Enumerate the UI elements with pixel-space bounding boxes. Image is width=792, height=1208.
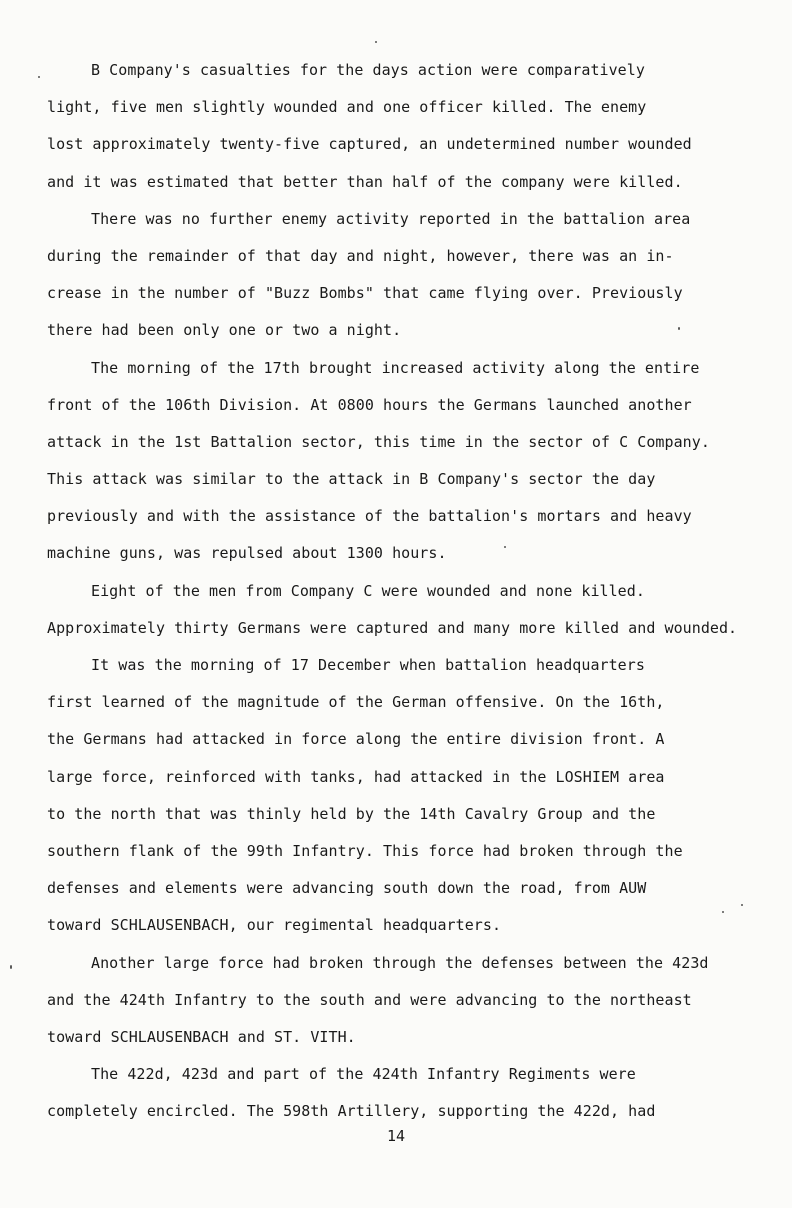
text-line: Approximately thirty Germans were captured and many more killed and wounded. — [47, 618, 738, 637]
text-line: machine guns, was repulsed about 1300 hours. — [47, 544, 447, 563]
text-line: toward SCHLAUSENBACH and ST. VITH. — [47, 1027, 356, 1046]
text-line: Another large force had broken through the defenses between the 423d — [91, 953, 709, 972]
text-line: during the remainder of that day and night, however, there was an in- — [47, 246, 674, 265]
text-line: attack in the 1st Battalion sector, this time in the sector of C Company. — [47, 432, 710, 451]
text-line: There was no further enemy activity reported in the battalion area — [91, 209, 691, 228]
text-line: The morning of the 17th brought increased activity along the entire — [91, 358, 700, 377]
text-line: front of the 106th Division. At 0800 hours the Germans launched another — [47, 395, 692, 414]
scan-speck — [678, 327, 680, 330]
text-line: completely encircled. The 598th Artillery, supporting the 422d, had — [47, 1102, 656, 1121]
text-line: and the 424th Infantry to the south and were advancing to the northeast — [47, 990, 692, 1009]
text-line: first learned of the magnitude of the German offensive. On the 16th, — [47, 693, 665, 712]
scan-speck — [10, 965, 12, 969]
text-line: to the north that was thinly held by the 14th Cavalry Group and the — [47, 804, 656, 823]
page-number: 14 — [386, 1127, 406, 1145]
text-line: and it was estimated that better than half of the company were killed. — [47, 172, 683, 191]
text-line: there had been only one or two a night. — [47, 321, 402, 340]
scan-speck — [375, 41, 377, 43]
body-text — [47, 52, 762, 1130]
scan-speck — [741, 904, 743, 906]
text-line: lost approximately twenty-five captured, an undetermined number wounded — [47, 135, 692, 154]
scan-speck — [504, 546, 506, 548]
text-line: southern flank of the 99th Infantry. This force had broken through the — [47, 841, 683, 860]
scan-speck — [722, 911, 724, 913]
text-line: B Company's casualties for the days action were comparatively — [91, 61, 645, 79]
text-line: The 422d, 423d and part of the 424th Infantry Regiments were — [91, 1065, 636, 1084]
text-line: Eight of the men from Company C were wounded and none killed. — [91, 581, 645, 600]
text-line: previously and with the assistance of the battalion's mortars and heavy — [47, 507, 692, 526]
text-line: the Germans had attacked in force along the entire division front. A — [47, 730, 665, 749]
text-line: It was the morning of 17 December when battalion headquarters — [91, 656, 645, 674]
text-line: large force, reinforced with tanks, had attacked in the LOSHIEM area — [47, 767, 665, 786]
text-line: This attack was similar to the attack in B Company's sector the day — [47, 470, 656, 489]
scan-speck — [38, 76, 40, 78]
text-line: light, five men slightly wounded and one officer killed. The enemy — [47, 98, 647, 117]
text-line: toward SCHLAUSENBACH, our regimental headquarters. — [47, 916, 502, 935]
text-line: defenses and elements were advancing south down the road, from AUW — [47, 879, 647, 898]
text-line: crease in the number of "Buzz Bombs" that came flying over. Previously — [47, 284, 683, 303]
